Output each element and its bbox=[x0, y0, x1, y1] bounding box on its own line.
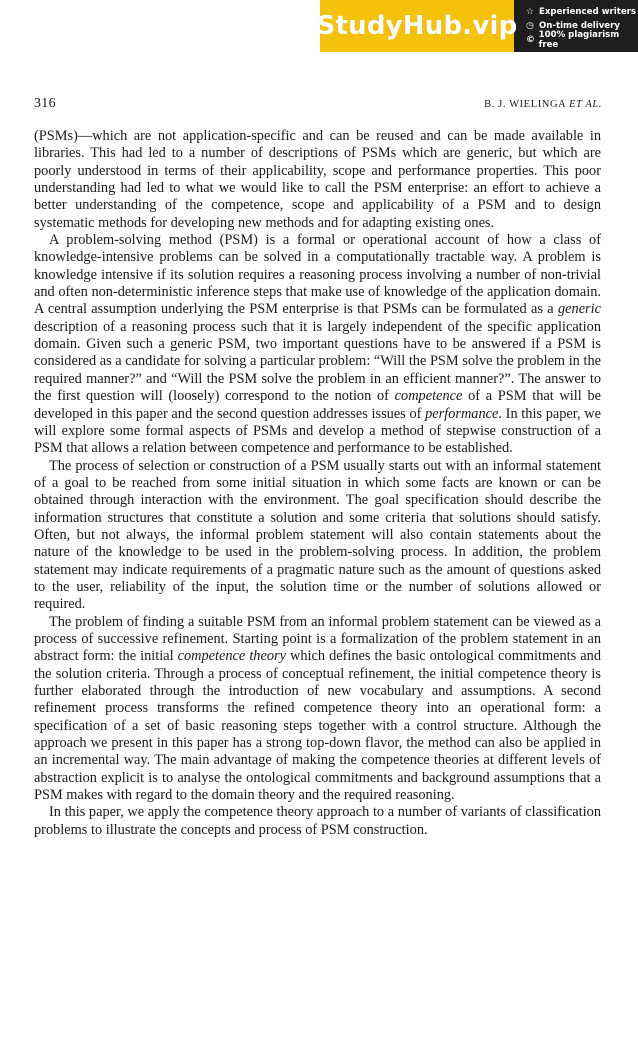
paragraph bbox=[34, 232, 601, 457]
text-run: The problem of finding a suitable PSM from an informal problem statement can be viewed as a process of successive refinement. Starting point is a formalization of the problem statement in an abstract form: the initial bbox=[34, 613, 601, 665]
studyhub-logo[interactable] bbox=[316, 0, 518, 52]
body-text bbox=[34, 128, 601, 839]
text-run: description of a reasoning process such that it is largely independent of the specific application domain. Given such a generic PSM, two important questions have to be answered if a PSM is considered as a candidate for solving a particular problem: “Will the PSM solve the problem in the required manner?” and “Will the PSM solve the problem in an efficient manner?”. The answer to the first question will (loosely) correspond to the notion of bbox=[34, 318, 601, 405]
studyhub-banner[interactable] bbox=[316, 0, 638, 52]
paragraph bbox=[34, 458, 601, 614]
feature-label: 100% plagiarism free bbox=[538, 30, 620, 50]
feature-label: Experienced writers bbox=[539, 7, 637, 17]
text-run: of a PSM that will be developed in this paper and the second question addresses issues of bbox=[34, 388, 601, 422]
running-head-author: B. J. WIELINGA bbox=[484, 99, 566, 110]
clock-icon: ◷ bbox=[526, 20, 534, 31]
italic-term: generic bbox=[557, 301, 601, 318]
running-head-etal: ET AL. bbox=[569, 99, 602, 110]
text-run: A problem-solving method (PSM) is a formal or operational account of how a class of knowledge-intensive problems can be solved in a computationally tractable way. A problem is knowledge intensive if its solution requires a reasoning process involving a number of non-trivial and often non-deterministic inference steps that make use of knowledge of the application domain. A central assumption underlying the PSM enterprise is that PSMs can be formulated as a bbox=[34, 232, 601, 318]
star-icon: ☆ bbox=[526, 6, 535, 17]
paragraph bbox=[34, 804, 601, 839]
text-run: (PSMs)—which are not application-specific and can be reused and can be made available in libraries. This had led to a number of descriptions of PSMs which are generic, but which are poorly understood in terms of their applicability, scope and performance properties. This poor understanding had led to what we would like to call the PSM enterprise: an effort to achieve a better understanding of the competence, scope and applicability of a PSM and to design systematic methods for developing new methods and for adapting existing ones. bbox=[34, 128, 601, 231]
logo-text: StudyHub.vip bbox=[316, 11, 518, 41]
paragraph bbox=[34, 614, 601, 805]
banner-features bbox=[514, 0, 638, 52]
feature-experienced-writers bbox=[526, 5, 638, 19]
italic-term: performance bbox=[425, 405, 499, 422]
text-run: The process of selection or construction of a PSM usually starts out with an informal statement of a goal to be reached from some initial situation in which some facts are known or can be obtained through interaction with the environment. The goal specification should describe the information structures that constitute a solution and some criteria that solutions should satisfy. Often, but not always, the informal problem statement will also contain statements about the nature of the knowledge to be used in the problem-solving process. In addition, the problem statement may indicate requirements of a pragmatic nature such as the amount of questions asked to the user, reliability of the input, the solution time or the number of solutions allowed or required. bbox=[34, 457, 601, 613]
italic-term: competence bbox=[394, 388, 463, 405]
text-run: In this paper, we apply the competence theory approach to a number of variants of classification problems to illustrate the concepts and process of PSM construction. bbox=[34, 804, 601, 838]
feature-label: On-time delivery bbox=[539, 21, 620, 31]
running-head bbox=[484, 99, 602, 110]
page-number: 316 bbox=[34, 96, 56, 111]
feature-plagiarism-free bbox=[526, 30, 638, 50]
italic-term: competence theory bbox=[177, 648, 286, 665]
paragraph bbox=[34, 128, 601, 232]
text-run: which defines the basic ontological commitments and the solution criteria. Through a process of conceptual refinement, the initial competence theory is further elaborated through the introduction of new vocabulary and assumptions. A second refinement process transforms the refined competence theory into an operational form: a specification of a set of basic reasoning steps together with a control structure. Although the approach we present in this paper has a strong top-down flavor, the method can also be applied in an incremental way. The main advantage of making the competence theories at different levels of abstraction explicit is to analyse the ontological commitments and background assumptions that a PSM makes with regard to the domain theory and the required reasoning. bbox=[34, 648, 601, 804]
text-run: . In this paper, we will explore some formal aspects of PSMs and develop a method of stepwise construction of a PSM that allows a relation between competence and performance to be established. bbox=[34, 405, 601, 457]
copyright-icon: © bbox=[526, 34, 535, 45]
